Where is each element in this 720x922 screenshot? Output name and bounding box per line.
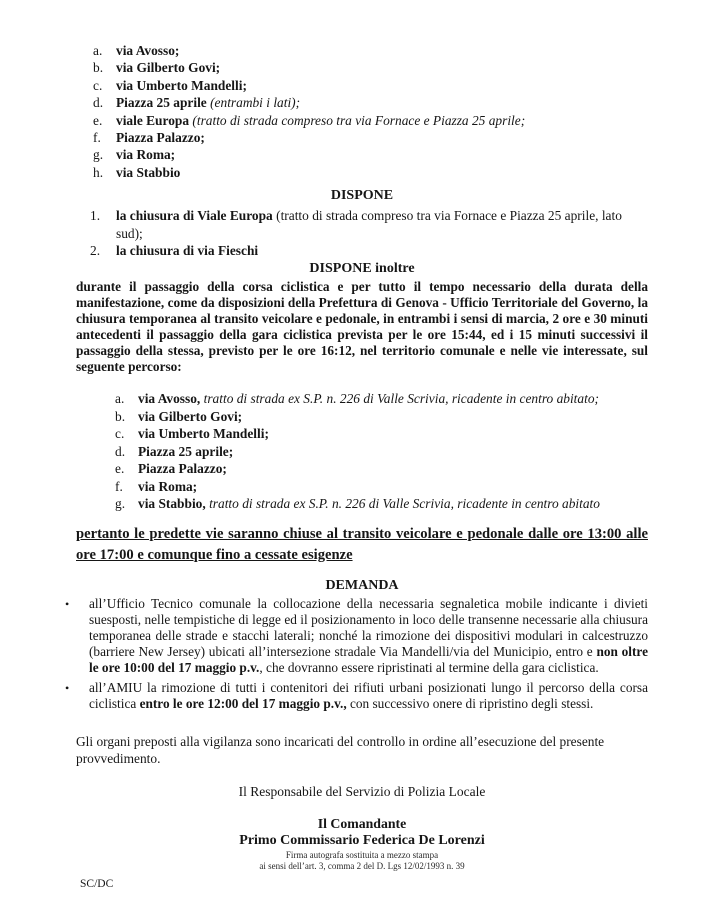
street-note: tratto di strada ex S.P. n. 226 di Valle Scrivia, ricadente in centro abitato [209,495,600,511]
list-marker: b. [115,408,126,424]
street-name: Piazza 25 aprile [116,95,207,111]
street-name: Piazza 25 aprile; [138,443,234,459]
list-marker: f. [93,130,101,146]
list-marker: e. [115,461,125,477]
signature-comandante-title: Il Comandante [317,815,407,831]
street-name: via Roma; [138,478,198,494]
demanda-text: all’AMIU la rimozione di tutti i contenitori dei rifiuti urbani posizionati lungo il percorso della corsa ciclistica [89,680,648,712]
street-list-second [115,390,648,512]
street-note: (tratto di strada compreso tra via Fornace e Piazza 25 aprile; [192,112,526,128]
list-item [90,242,648,259]
list-item [93,42,648,59]
list-marker: 1. [90,208,101,224]
street-name: via Umberto Mandelli; [116,77,247,93]
list-item [93,94,648,111]
list-item [93,146,648,163]
demanda-text: , che dovranno essere ripristinati al termine della gara ciclistica. [259,660,599,676]
list-item [115,478,648,495]
street-name: via Roma; [116,147,176,163]
street-name: via Umberto Mandelli; [138,426,269,442]
street-name: via Avosso; [116,43,180,58]
demanda-deadline: non oltre le ore 10:00 del 17 maggio p.v. [89,644,648,676]
ordinance-list [90,207,648,259]
list-marker: d. [115,443,126,459]
signature-stamp-note-line2: ai sensi dell’art. 3, comma 2 del D. Lgs 12/02/1993 n. 39 [259,861,465,872]
heading-demanda: DEMANDA [325,578,399,594]
ordinance-bold: la chiusura di Viale Europa [116,208,273,224]
list-marker: b. [93,60,104,76]
list-item [93,112,648,129]
list-marker: c. [93,77,103,93]
list-marker: g. [115,495,126,511]
heading-dispone: DISPONE [330,188,394,204]
signature-responsabile: Il Responsabile del Servizio di Polizia Locale [238,783,486,799]
street-name: via Gilberto Govi; [138,408,243,424]
list-item [93,59,648,76]
list-item [65,596,648,676]
list-marker: d. [93,95,104,111]
list-marker: c. [115,426,125,442]
list-item [115,425,648,442]
demanda-list [65,596,648,712]
ordinance-bold: la chiusura di via Fieschi [116,243,259,259]
list-marker: h. [93,164,104,180]
signature-comandante-name: Primo Commissario Federica De Lorenzi [239,832,485,848]
list-item [65,680,648,712]
paragraph-closure-details: durante il passaggio della corsa ciclistica e per tutto il tempo necessario della durata della manifestazione, come da disposizioni della Prefettura di Genova - Ufficio Territoriale del Governo, la chiusura temporanea al transito veicolare e pedonale, in entrambi i sensi di marcia, 2 ore e 30 minuti antecedenti il passaggio della gara ciclistica prevista per le ore 15:44, ed i 15 minuti successivi il passaggio della stessa, previsto per le ore 16:12, nel territorio comunale e nelle vie interessate, sul seguente percorso: [76,279,648,375]
heading-dispone-inoltre: DISPONE inoltre [309,261,415,277]
street-note: (entrambi i lati); [210,95,301,111]
list-item [115,460,648,477]
list-marker: e. [93,112,103,128]
paragraph-vigilanza: Gli organi preposti alla vigilanza sono incaricati del controllo in ordine all’esecuzione del presente provvedimento. [76,734,605,766]
list-item [115,390,648,407]
list-item [93,164,648,181]
list-item [115,443,648,460]
list-item [93,129,648,146]
list-marker: a. [93,43,103,58]
list-marker: g. [93,147,104,163]
street-name: via Gilberto Govi; [116,60,221,76]
street-name: via Avosso, [138,391,201,407]
bullet-icon: • [65,597,70,612]
bullet-icon: • [65,681,70,696]
street-name: Piazza Palazzo; [116,130,205,146]
street-name: viale Europa [116,112,190,128]
street-name: via Stabbio [116,164,181,180]
demanda-deadline: entro le ore 12:00 del 17 maggio p.v., [139,696,347,712]
street-list-first [93,42,648,181]
list-marker: a. [115,391,125,407]
demanda-text: con successivo onere di ripristino degli stessi. [346,696,594,712]
signature-stamp-note-line1: Firma autografa sostituita a mezzo stampa [285,849,439,860]
list-item [115,495,648,512]
list-marker: 2. [90,243,101,259]
list-item [93,77,648,94]
street-note: tratto di strada ex S.P. n. 226 di Valle Scrivia, ricadente in centro abitato; [203,391,599,407]
doc-initials: SC/DC [80,878,114,890]
signature-stamp-note [76,850,648,873]
list-item [90,207,648,242]
ordinance-rest: (tratto di strada compreso tra via Fornace e Piazza 25 aprile, lato sud); [116,208,622,241]
street-name: Piazza Palazzo; [138,461,227,477]
demanda-text: all’Ufficio Tecnico comunale la collocazione della necessaria segnaletica mobile indicante i divieti suesposti, nelle tempistiche di legge ed il posizionamento in loco delle transenne necessarie alla chiusura temporanea delle strade e stacchi laterali; nonché la rimozione dei dispositivi modulari in calcestruzzo (barriere New Jersey) ubicati all’intersezione stradale Via Mandelli/via del Municipio, entro e [89,596,648,660]
street-name: via Stabbio, [138,495,206,511]
list-item [115,408,648,425]
list-marker: f. [115,478,123,494]
paragraph-closure-hours: pertanto le predette vie saranno chiuse al transito veicolare e pedonale dalle ore 13:00 alle ore 17:00 e comunque fino a cessate esigenze [76,526,648,563]
